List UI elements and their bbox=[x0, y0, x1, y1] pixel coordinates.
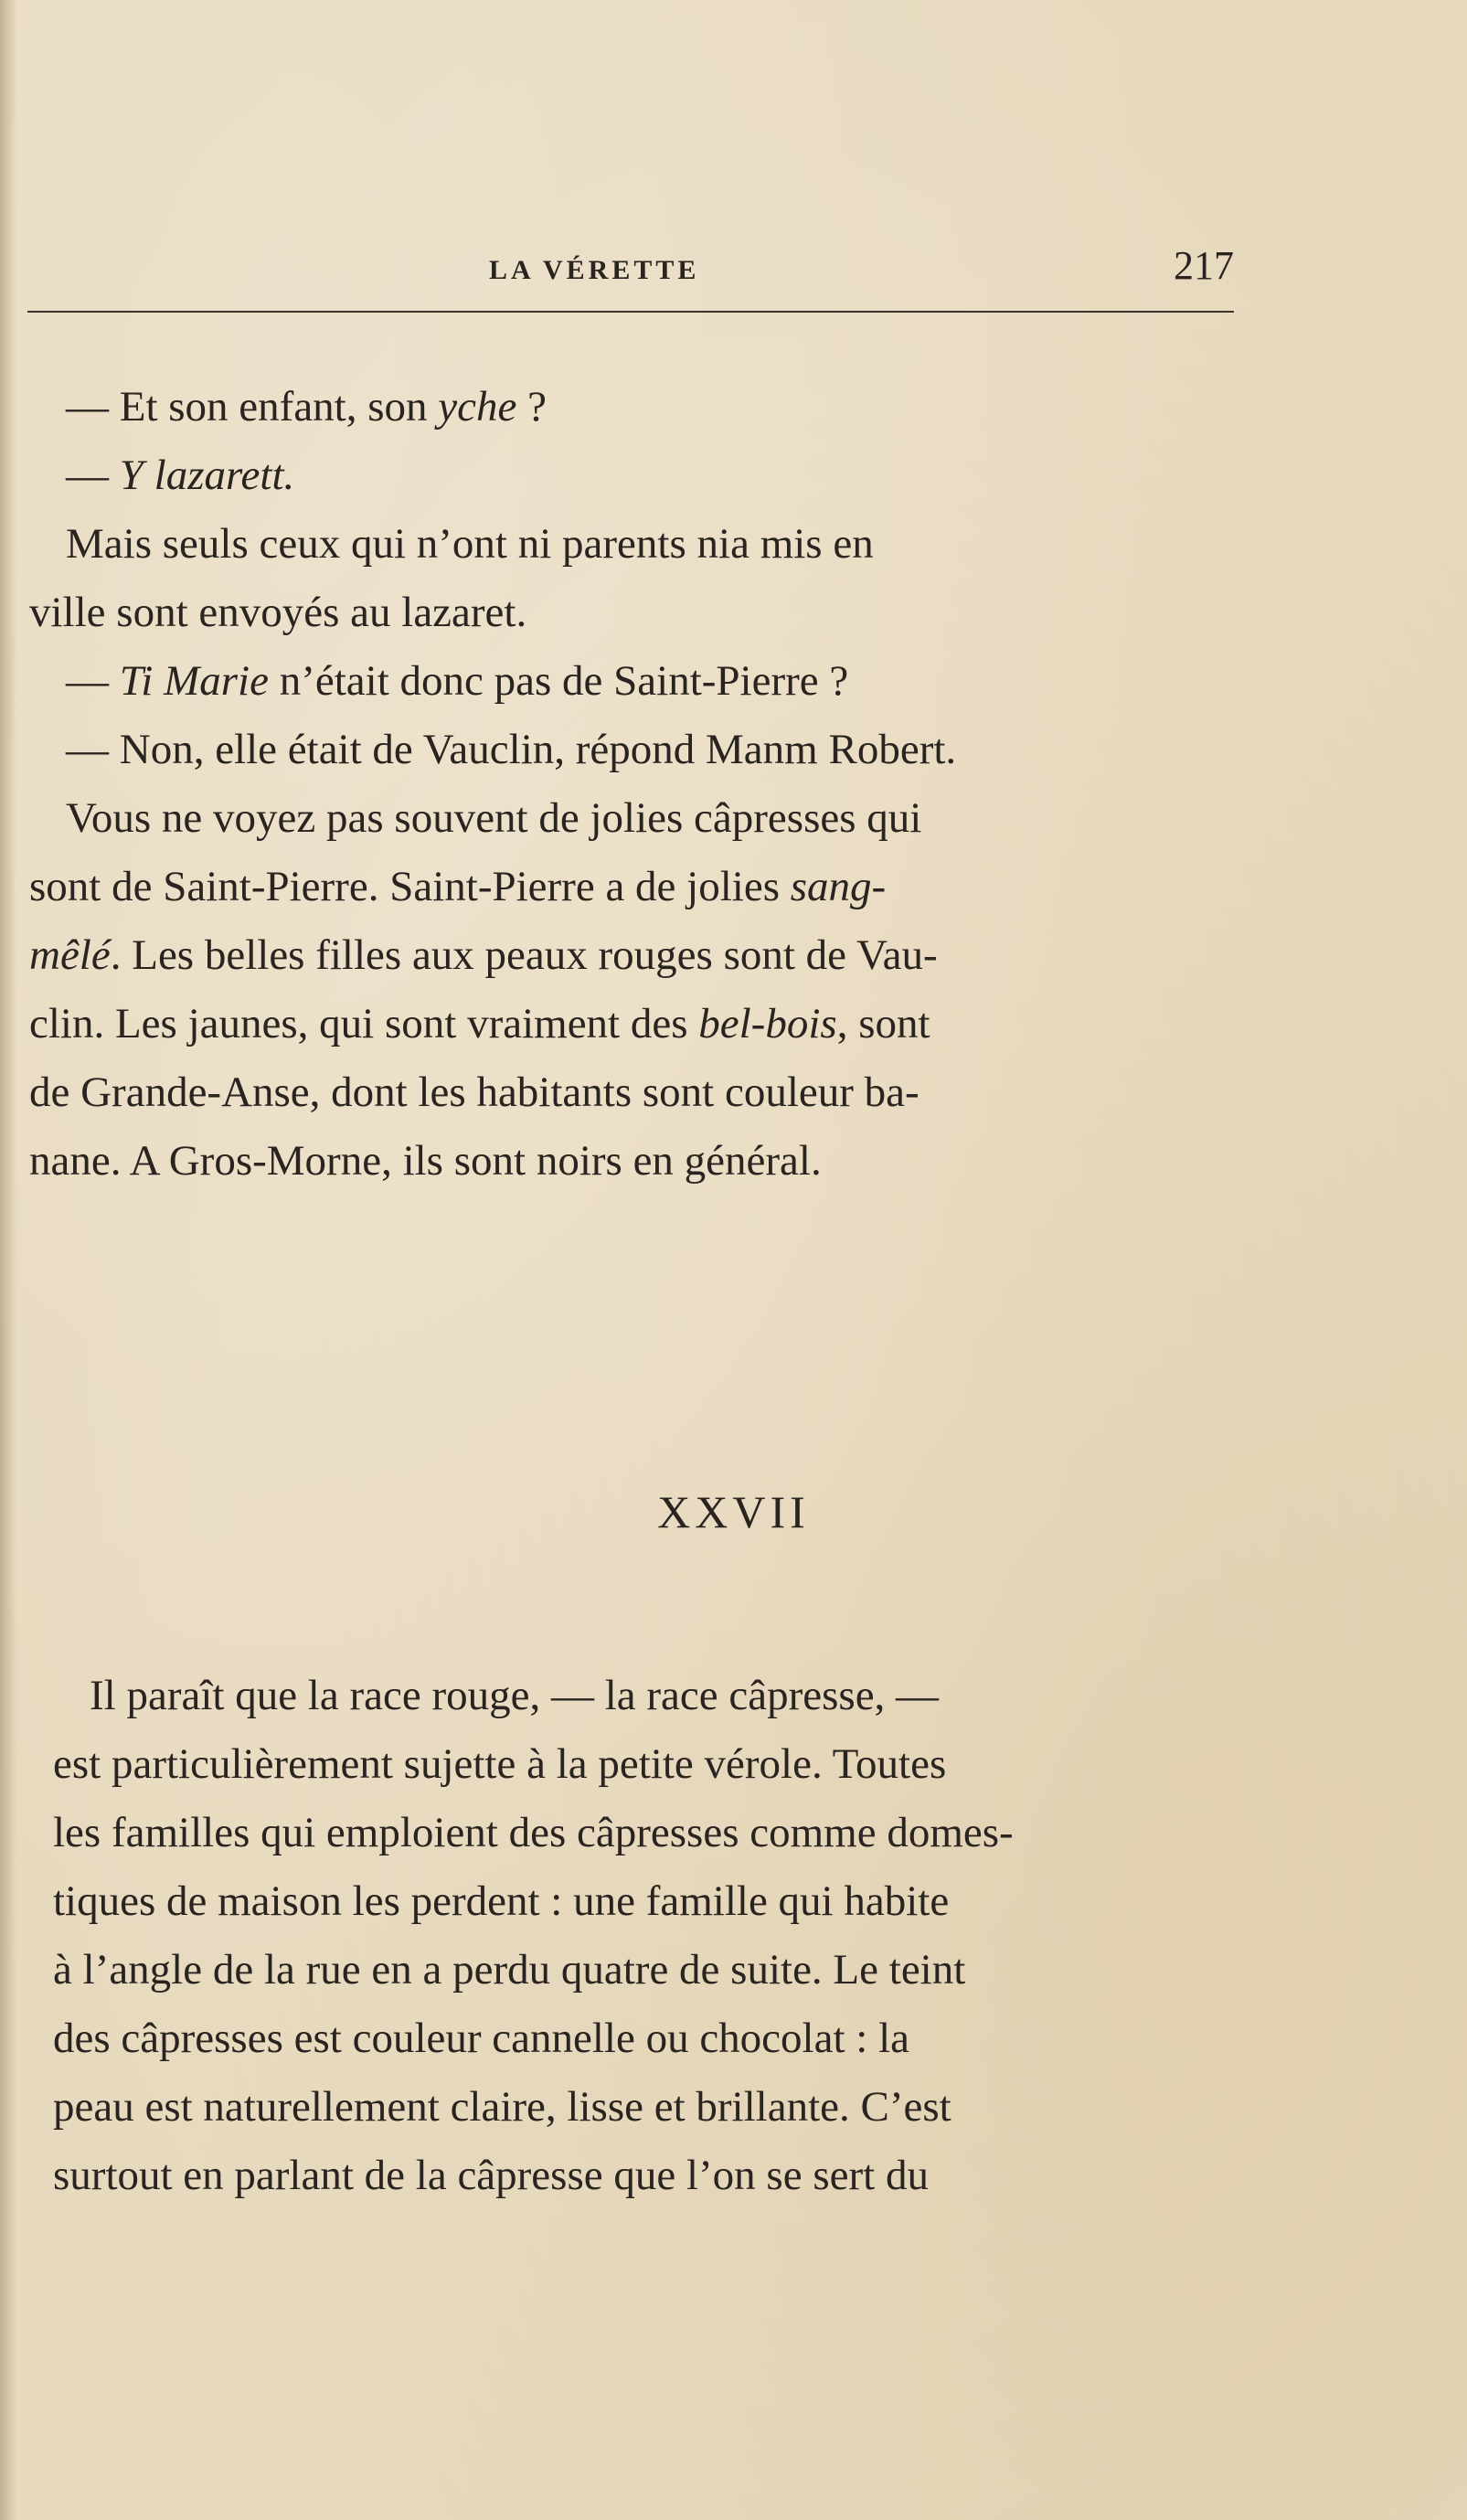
text-line: des câpresses est couleur cannelle ou chocolat : la bbox=[53, 2015, 909, 2062]
text-line: tiques de maison les perdent : une famille qui habite bbox=[53, 1877, 950, 1925]
text-line: clin. Les jaunes, qui sont vraiment des bel-bois, sont bbox=[29, 1000, 930, 1047]
text-line: de Grande-Anse, dont les habitants sont couleur ba- bbox=[29, 1069, 920, 1116]
text-line: mêlé. Les belles filles aux peaux rouges sont de Vau- bbox=[29, 931, 938, 979]
header-rule bbox=[27, 311, 1234, 313]
text-line: — Et son enfant, son yche ? bbox=[66, 383, 547, 431]
page-gutter-shadow bbox=[0, 0, 16, 2520]
text-line: ville sont envoyés au lazaret. bbox=[29, 589, 527, 636]
text-block-dialogue bbox=[29, 373, 1254, 1196]
text-line: sont de Saint-Pierre. Saint-Pierre a de jolies sang- bbox=[29, 863, 887, 910]
text-line: — Ti Marie n’était donc pas de Saint-Pierre ? bbox=[66, 657, 849, 705]
text-line: Mais seuls ceux qui n’ont ni parents nia mis en bbox=[66, 520, 874, 568]
text-block-chapter bbox=[53, 1662, 1269, 2210]
text-line: Vous ne voyez pas souvent de jolies câpresses qui bbox=[66, 794, 922, 842]
text-line: surtout en parlant de la câpresse que l’on se sert du bbox=[53, 2152, 929, 2199]
text-line: — Non, elle était de Vauclin, répond Manm Robert. bbox=[66, 726, 957, 773]
text-line: — Y lazarett. bbox=[66, 452, 295, 499]
page-number: 217 bbox=[1174, 243, 1234, 288]
text-line: est particulièrement sujette à la petite vérole. Toutes bbox=[53, 1740, 947, 1788]
text-line: Il paraît que la race rouge, — la race câpresse, — bbox=[90, 1672, 940, 1719]
running-title: LA VÉRETTE bbox=[489, 255, 700, 285]
text-line: peau est naturellement claire, lisse et brillante. C’est bbox=[53, 2083, 951, 2131]
text-line: nane. A Gros-Morne, ils sont noirs en général. bbox=[29, 1137, 822, 1185]
text-line: à l’angle de la rue en a perdu quatre de suite. Le teint bbox=[53, 1946, 966, 1994]
text-line: les familles qui emploient des câpresses comme domes- bbox=[53, 1809, 1014, 1856]
chapter-heading: XXVII bbox=[657, 1486, 810, 1537]
running-head bbox=[27, 242, 1234, 297]
